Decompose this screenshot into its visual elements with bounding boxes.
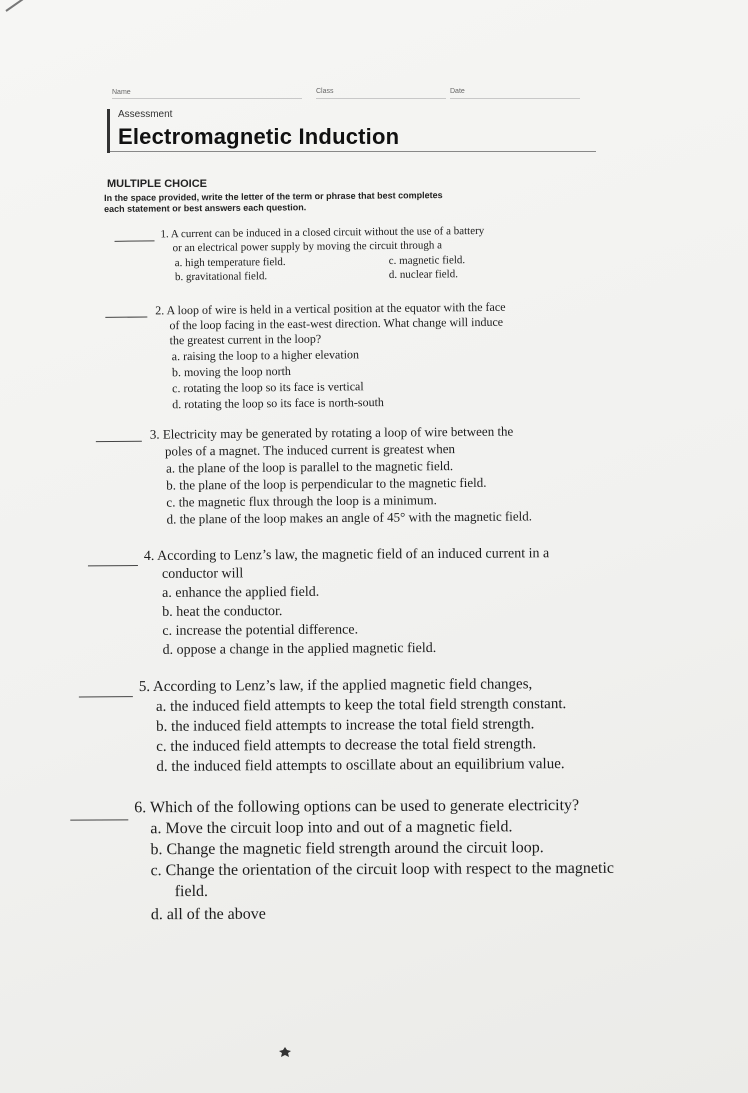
answer-option: d. the induced field attempts to oscillate about an equilibrium value. [156, 756, 565, 775]
question-text: 6. Which of the following options can be used to generate electricity? [134, 796, 580, 817]
assessment-label: Assessment [118, 109, 173, 120]
answer-option: d. the plane of the loop makes an angle of 45° with the magnetic field. [166, 508, 533, 527]
answer-option: d. oppose a change in the applied magnetic field. [162, 640, 437, 658]
answer-option: d. all of the above [150, 905, 266, 924]
answer-option: d. nuclear field. [388, 268, 458, 281]
answer-option: c. the induced field attempts to decrease the total field strength. [156, 736, 537, 755]
question-text: the greatest current in the loop? [169, 331, 322, 348]
question-text: 2. A loop of wire is held in a vertical position at the equator with the face [155, 299, 506, 318]
date-field-line[interactable] [450, 98, 580, 99]
answer-option: a. the induced field attempts to keep the total field strength constant. [155, 696, 567, 715]
question-text: conductor will [161, 566, 244, 582]
answer-option: c. magnetic field. [388, 254, 466, 267]
answer-option: c. the magnetic flux through the loop is a minimum. [166, 492, 437, 510]
instructions-line: In the space provided, write the letter of the term or phrase that best completes [104, 190, 443, 203]
question-text: 1. A current can be induced in a closed circuit without the use of a battery [160, 224, 485, 241]
question-text: 4. According to Lenz’s law, the magnetic field of an induced current in a [143, 546, 550, 565]
answer-option: a. raising the loop to a higher elevation [171, 347, 360, 364]
answer-option: b. heat the conductor. [162, 604, 283, 620]
instructions [104, 189, 594, 215]
answer-blank[interactable] [115, 240, 155, 241]
question-text: or an electrical power supply by moving the circuit through a [172, 239, 443, 255]
answer-option: b. the plane of the loop is perpendicular to the magnetic field. [166, 474, 487, 493]
answer-option: b. the induced field attempts to increase the total field strength. [156, 716, 535, 735]
question-text: 5. According to Lenz’s law, if the applied magnetic field changes, [138, 676, 533, 696]
class-field-line[interactable] [316, 98, 446, 99]
answer-option: c. rotating the loop so its face is vertical [172, 379, 364, 396]
answer-option: a. high temperature field. [174, 256, 286, 270]
question-text: poles of a magnet. The induced current is greatest when [164, 441, 455, 459]
date-label: Date [450, 88, 465, 95]
answer-blank[interactable] [79, 696, 133, 697]
answer-option: b. gravitational field. [174, 270, 268, 284]
answer-blank[interactable] [88, 565, 138, 566]
answer-blank[interactable] [105, 316, 147, 317]
answer-option: c. Change the orientation of the circuit loop with respect to the magnetic [150, 859, 615, 880]
answer-option: b. Change the magnetic field strength around the circuit loop. [150, 839, 544, 859]
class-label: Class [316, 88, 334, 95]
answer-option: a. the plane of the loop is parallel to the magnetic field. [166, 458, 454, 476]
answer-option: b. moving the loop north [171, 363, 291, 380]
answer-option: a. enhance the applied field. [162, 584, 320, 601]
pen-stroke-mark [5, 0, 39, 12]
question-text: 3. Electricity may be generated by rotating a loop of wire between the [149, 423, 514, 442]
answer-blank[interactable] [96, 441, 142, 442]
title-accent-bar [107, 109, 110, 153]
page-title: Electromagnetic Induction [118, 124, 400, 149]
section-heading: MULTIPLE CHOICE [107, 178, 208, 190]
instructions-line: each statement or best answers each question. [104, 202, 307, 214]
answer-option: c. increase the potential difference. [162, 622, 359, 639]
question-text: of the loop facing in the east-west direction. What change will induce [169, 314, 504, 333]
answer-blank[interactable] [70, 819, 128, 820]
ink-smudge-icon [278, 1046, 292, 1058]
name-label: Name [112, 89, 131, 96]
answer-option: field. [174, 882, 209, 901]
name-field-line[interactable] [112, 98, 302, 99]
answer-option: d. rotating the loop so its face is north-south [172, 395, 384, 412]
title-divider [110, 151, 596, 152]
answer-option: a. Move the circuit loop into and out of a magnetic field. [150, 818, 513, 838]
